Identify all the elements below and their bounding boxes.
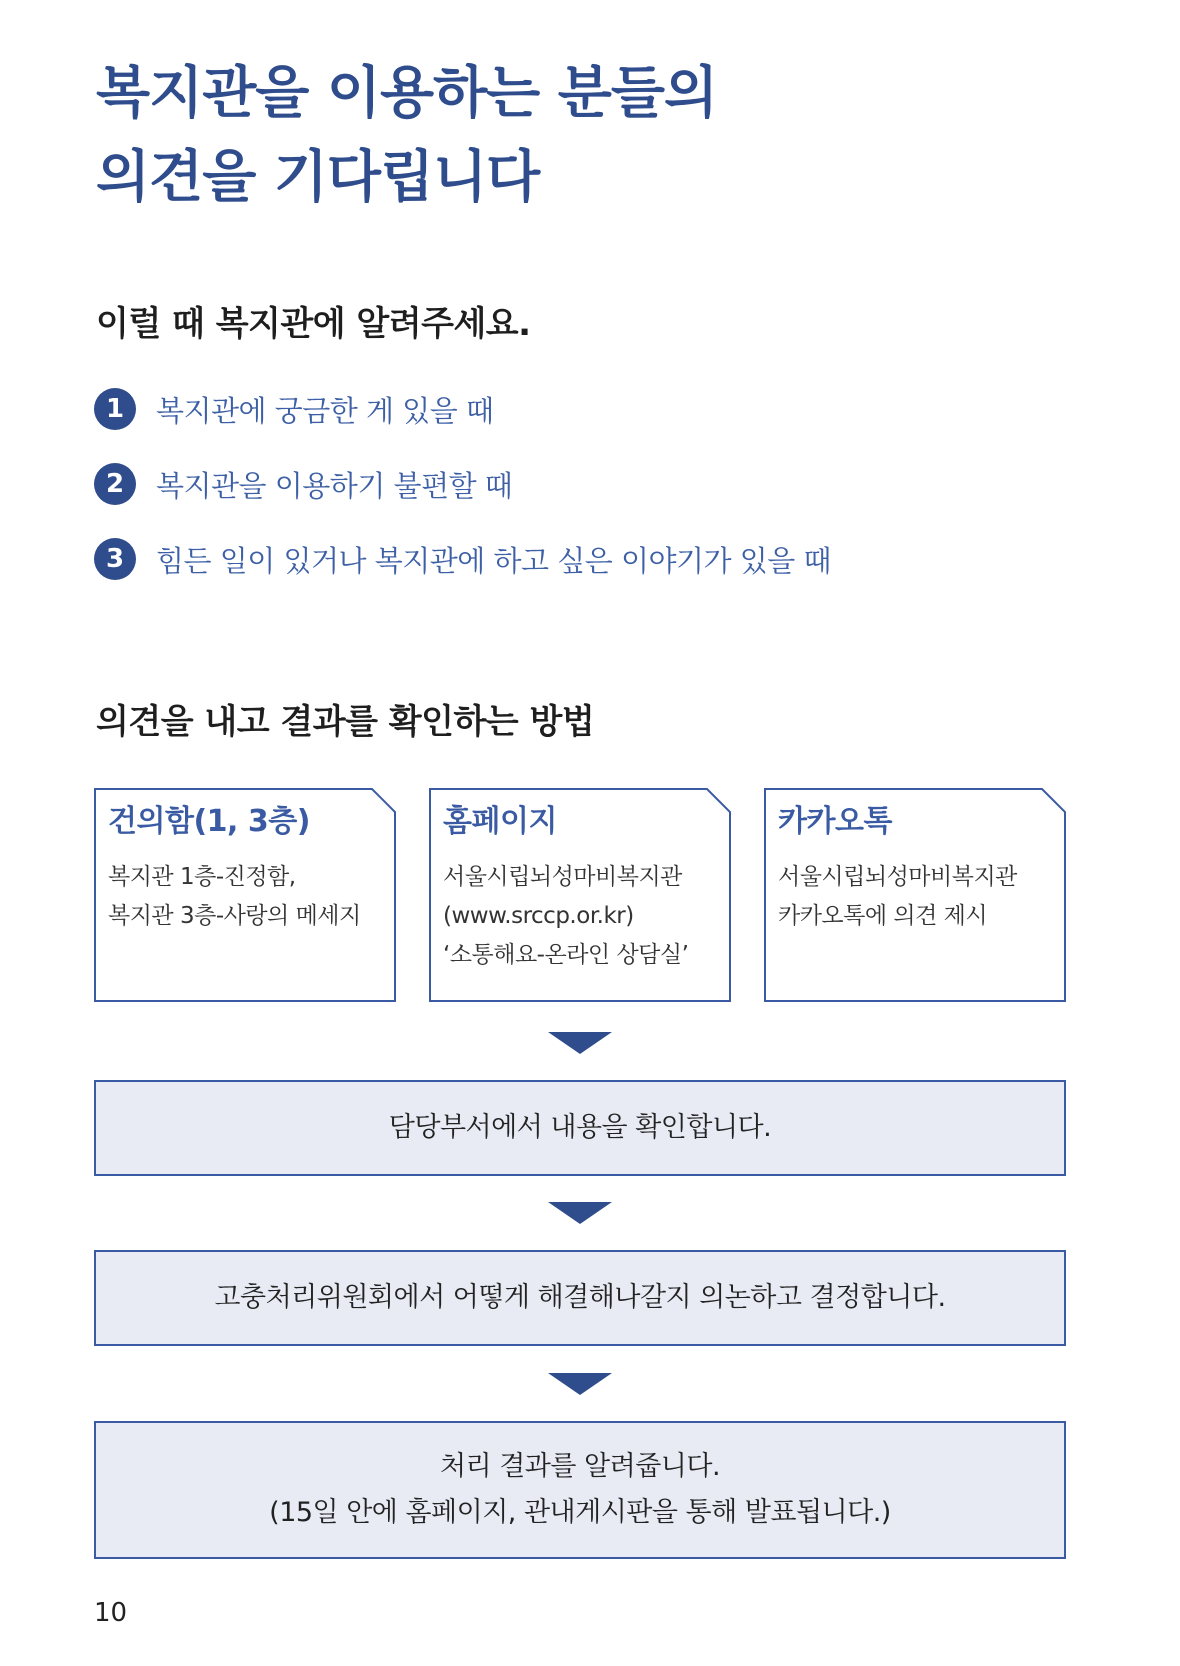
- channel-line: 서울시립뇌성마비복지관: [778, 864, 1017, 890]
- page-title: [96, 52, 717, 220]
- channel-kakaotalk: [764, 788, 1066, 1002]
- channel-line: 복지관 1층-진정함,: [108, 864, 296, 890]
- list-item: [94, 388, 831, 430]
- when-section-heading: 이럴 때 복지관에 알려주세요.: [96, 304, 531, 344]
- channel-description: [108, 858, 361, 936]
- process-step-2: [94, 1250, 1066, 1346]
- case-text-1: 복지관에 궁금한 게 있을 때: [156, 393, 494, 428]
- channel-description: [443, 858, 688, 975]
- step-text: 담당부서에서 내용을 확인합니다.: [388, 1112, 772, 1143]
- list-item: [94, 463, 831, 505]
- step-text: (15일 안에 홈페이지, 관내게시판을 통해 발표됩니다.): [269, 1497, 891, 1528]
- channel-homepage: [429, 788, 731, 1002]
- case-text-2: 복지관을 이용하기 불편할 때: [156, 468, 513, 503]
- channel-title-suggestion-box: 건의함(1, 3층): [108, 804, 310, 839]
- channel-line: 카카오톡에 의견 제시: [778, 903, 988, 929]
- channel-description: [778, 858, 1017, 936]
- channel-line: 서울시립뇌성마비복지관: [443, 864, 682, 890]
- number-badge-1: 1: [94, 388, 136, 430]
- method-section-heading: 의견을 내고 결과를 확인하는 방법: [96, 702, 595, 742]
- down-triangle-icon: [548, 1202, 612, 1224]
- process-step-3: [94, 1421, 1066, 1559]
- page-title-line-2: 의견을 기다립니다: [96, 145, 540, 210]
- page-title-line-1: 복지관을 이용하는 분들의: [96, 61, 718, 126]
- channel-line: 복지관 3층-사랑의 메세지: [108, 903, 361, 929]
- page-number: 10: [94, 1598, 128, 1628]
- step-text: 고충처리위원회에서 어떻게 해결해나갈지 의논하고 결정합니다.: [214, 1282, 946, 1313]
- down-triangle-icon: [548, 1032, 612, 1054]
- channel-title-kakaotalk: 카카오톡: [778, 804, 892, 839]
- number-badge-3: 3: [94, 538, 136, 580]
- process-step-1: [94, 1080, 1066, 1176]
- step-text: 처리 결과를 알려줍니다.: [439, 1451, 721, 1482]
- case-list: [94, 388, 831, 613]
- list-item: [94, 538, 831, 580]
- channel-title-homepage: 홈페이지: [443, 804, 557, 839]
- down-triangle-icon: [548, 1373, 612, 1395]
- channel-line: ‘소통해요-온라인 상담실’: [443, 942, 689, 968]
- case-text-3: 힘든 일이 있거나 복지관에 하고 싶은 이야기가 있을 때: [156, 543, 832, 578]
- channel-suggestion-box: [94, 788, 396, 1002]
- number-badge-2: 2: [94, 463, 136, 505]
- channel-line: (www.srccp.or.kr): [443, 903, 634, 929]
